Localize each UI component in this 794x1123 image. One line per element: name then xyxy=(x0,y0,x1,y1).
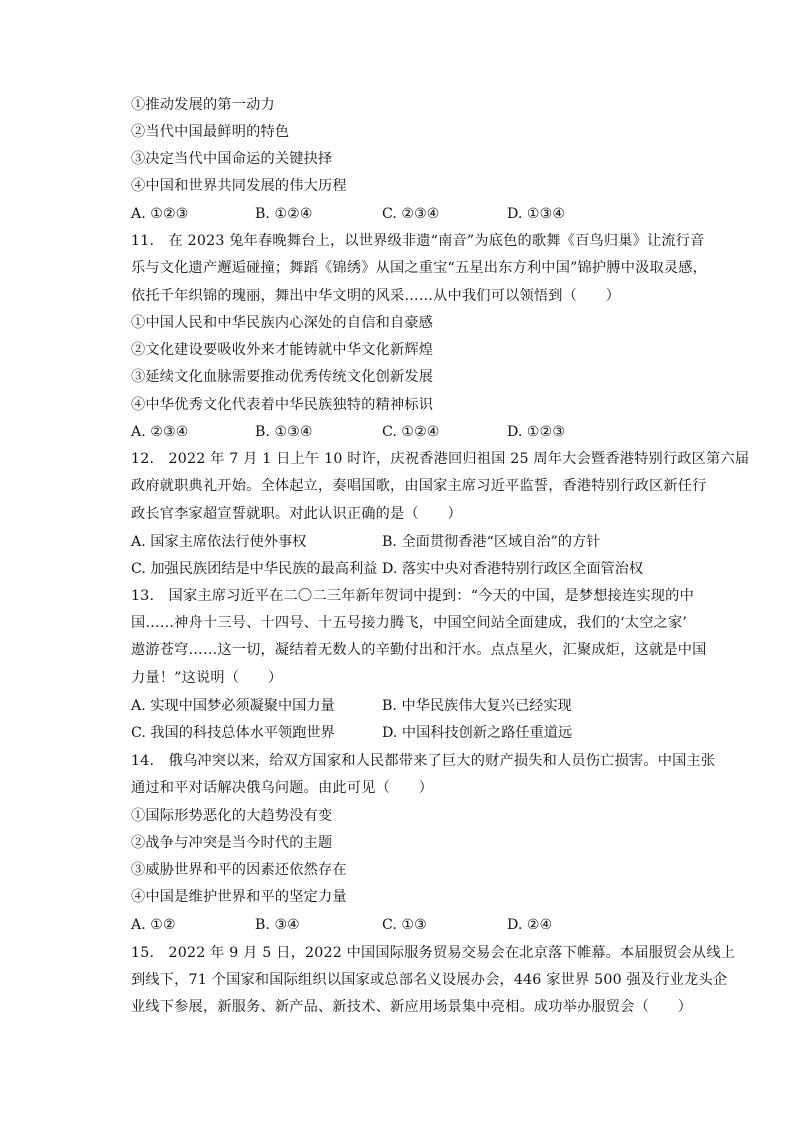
q11-item-4: ④中华优秀文化代表着中华民族独特的精神标识 xyxy=(131,397,434,413)
q12-stem-3: 政长官李家超宣誓就职。对此认识正确的是（ ） xyxy=(131,506,462,522)
q14-stem-1: 14. 俄乌冲突以来，给双方国家和人民都带来了巨大的财产损失和人员伤亡损害。中国主张 xyxy=(131,753,716,769)
q13-option-c: C. 我国的科技总体水平领跑世界 xyxy=(131,725,335,741)
q14-item-1: ①国际形势恶化的大趋势没有变 xyxy=(131,808,333,824)
q13-stem-3: 遨游苍穹……这一切，凝结着无数人的辛勤付出和汗水。点点星火，汇聚成炬，这就是中国 xyxy=(131,642,707,658)
q11-item-1: ①中国人民和中华民族内心深处的自信和自豪感 xyxy=(131,315,434,331)
q13-stem-2: 国……神舟十三号、十四号、十五号接力腾飞，中国空间站全面建成，我们的‘太空之家’ xyxy=(131,615,688,631)
q11-stem-3: 依托千年织锦的瑰丽，舞出中华文明的风采……从中我们可以领悟到（ ） xyxy=(131,288,621,304)
q11-option-d: D. ①②③ xyxy=(507,424,566,440)
q12-option-c: C. 加强民族团结是中华民族的最高利益 xyxy=(131,561,378,577)
q10-item-1: ①推动发展的第一动力 xyxy=(131,97,275,113)
q12-stem-2: 政府就职典礼开始。全体起立，奏唱国歌，由国家主席习近平监誓，香港特别行政区新任行 xyxy=(131,478,707,494)
q11-item-3: ③延续文化血脉需要推动优秀传统文化创新发展 xyxy=(131,369,434,385)
q13-option-d: D. 中国科技创新之路任重道远 xyxy=(382,725,573,741)
q12-stem-1: 12. 2022 年 7 月 1 日上午 10 时许，庆祝香港回归祖国 25 周年大会暨香港特别行政区第六届 xyxy=(131,451,750,467)
q11-option-b: B. ①③④ xyxy=(255,424,313,440)
q10-option-a: A. ①②③ xyxy=(131,206,189,222)
q11-option-c: C. ①②④ xyxy=(382,424,440,440)
q10-option-d: D. ①③④ xyxy=(507,206,566,222)
q11-option-a: A. ②③④ xyxy=(131,424,189,440)
q10-option-c: C. ②③④ xyxy=(382,206,440,222)
q14-stem-2: 通过和平对话解决俄乌问题。由此可见（ ） xyxy=(131,780,434,796)
q14-item-3: ③威胁世界和平的因素还依然存在 xyxy=(131,862,347,878)
q13-stem-1: 13. 国家主席习近平在二〇二三年新年贺词中提到：“今天的中国，是梦想接连实现的中 xyxy=(131,588,694,604)
q12-option-b: B. 全面贯彻香港“区域自治”的方针 xyxy=(382,534,601,550)
q11-stem-2: 乐与文化遗产邂逅碰撞；舞蹈《锦绣》从国之重宝“五星出东方利中国”锦护膊中汲取灵感， xyxy=(131,260,708,276)
q13-option-b: B. 中华民族伟大复兴已经实现 xyxy=(382,698,572,714)
q10-item-3: ③决定当代中国命运的关键抉择 xyxy=(131,151,333,167)
q14-item-4: ④中国是维护世界和平的坚定力量 xyxy=(131,889,347,905)
q14-option-a: A. ①② xyxy=(131,917,176,933)
q10-item-2: ②当代中国最鲜明的特色 xyxy=(131,124,290,140)
q15-stem-2: 到线下，71 个国家和国际组织以国家或总部名义设展办会，446 家世界 500 强及行业龙头企 xyxy=(131,972,728,988)
q11-item-2: ②文化建设要吸收外来才能铸就中华文化新辉煌 xyxy=(131,342,434,358)
q14-option-d: D. ②④ xyxy=(507,917,553,933)
q14-option-b: B. ③④ xyxy=(255,917,300,933)
q12-option-a: A. 国家主席依法行使外事权 xyxy=(131,534,307,550)
q14-item-2: ②战争与冲突是当今时代的主题 xyxy=(131,835,333,851)
q11-stem-1: 11. 在 2023 兔年春晚舞台上，以世界级非遗“南音”为底色的歌舞《百鸟归巢》让流行音 xyxy=(131,233,705,249)
q15-stem-1: 15. 2022 年 9 月 5 日，2022 中国国际服务贸易交易会在北京落下帷幕。本届服贸会从线上 xyxy=(131,945,736,961)
q15-stem-3: 业线下参展，新服务、新产品、新技术、新应用场景集中亮相。成功举办服贸会（ ） xyxy=(131,999,693,1015)
q10-item-4: ④中国和世界共同发展的伟大历程 xyxy=(131,178,347,194)
q13-stem-4: 力量！”这说明（ ） xyxy=(131,670,283,686)
q13-option-a: A. 实现中国梦必须凝聚中国力量 xyxy=(131,698,335,714)
q10-option-b: B. ①②④ xyxy=(255,206,313,222)
q12-option-d: D. 落实中央对香港特别行政区全面管治权 xyxy=(382,561,644,577)
q14-option-c: C. ①③ xyxy=(382,917,427,933)
